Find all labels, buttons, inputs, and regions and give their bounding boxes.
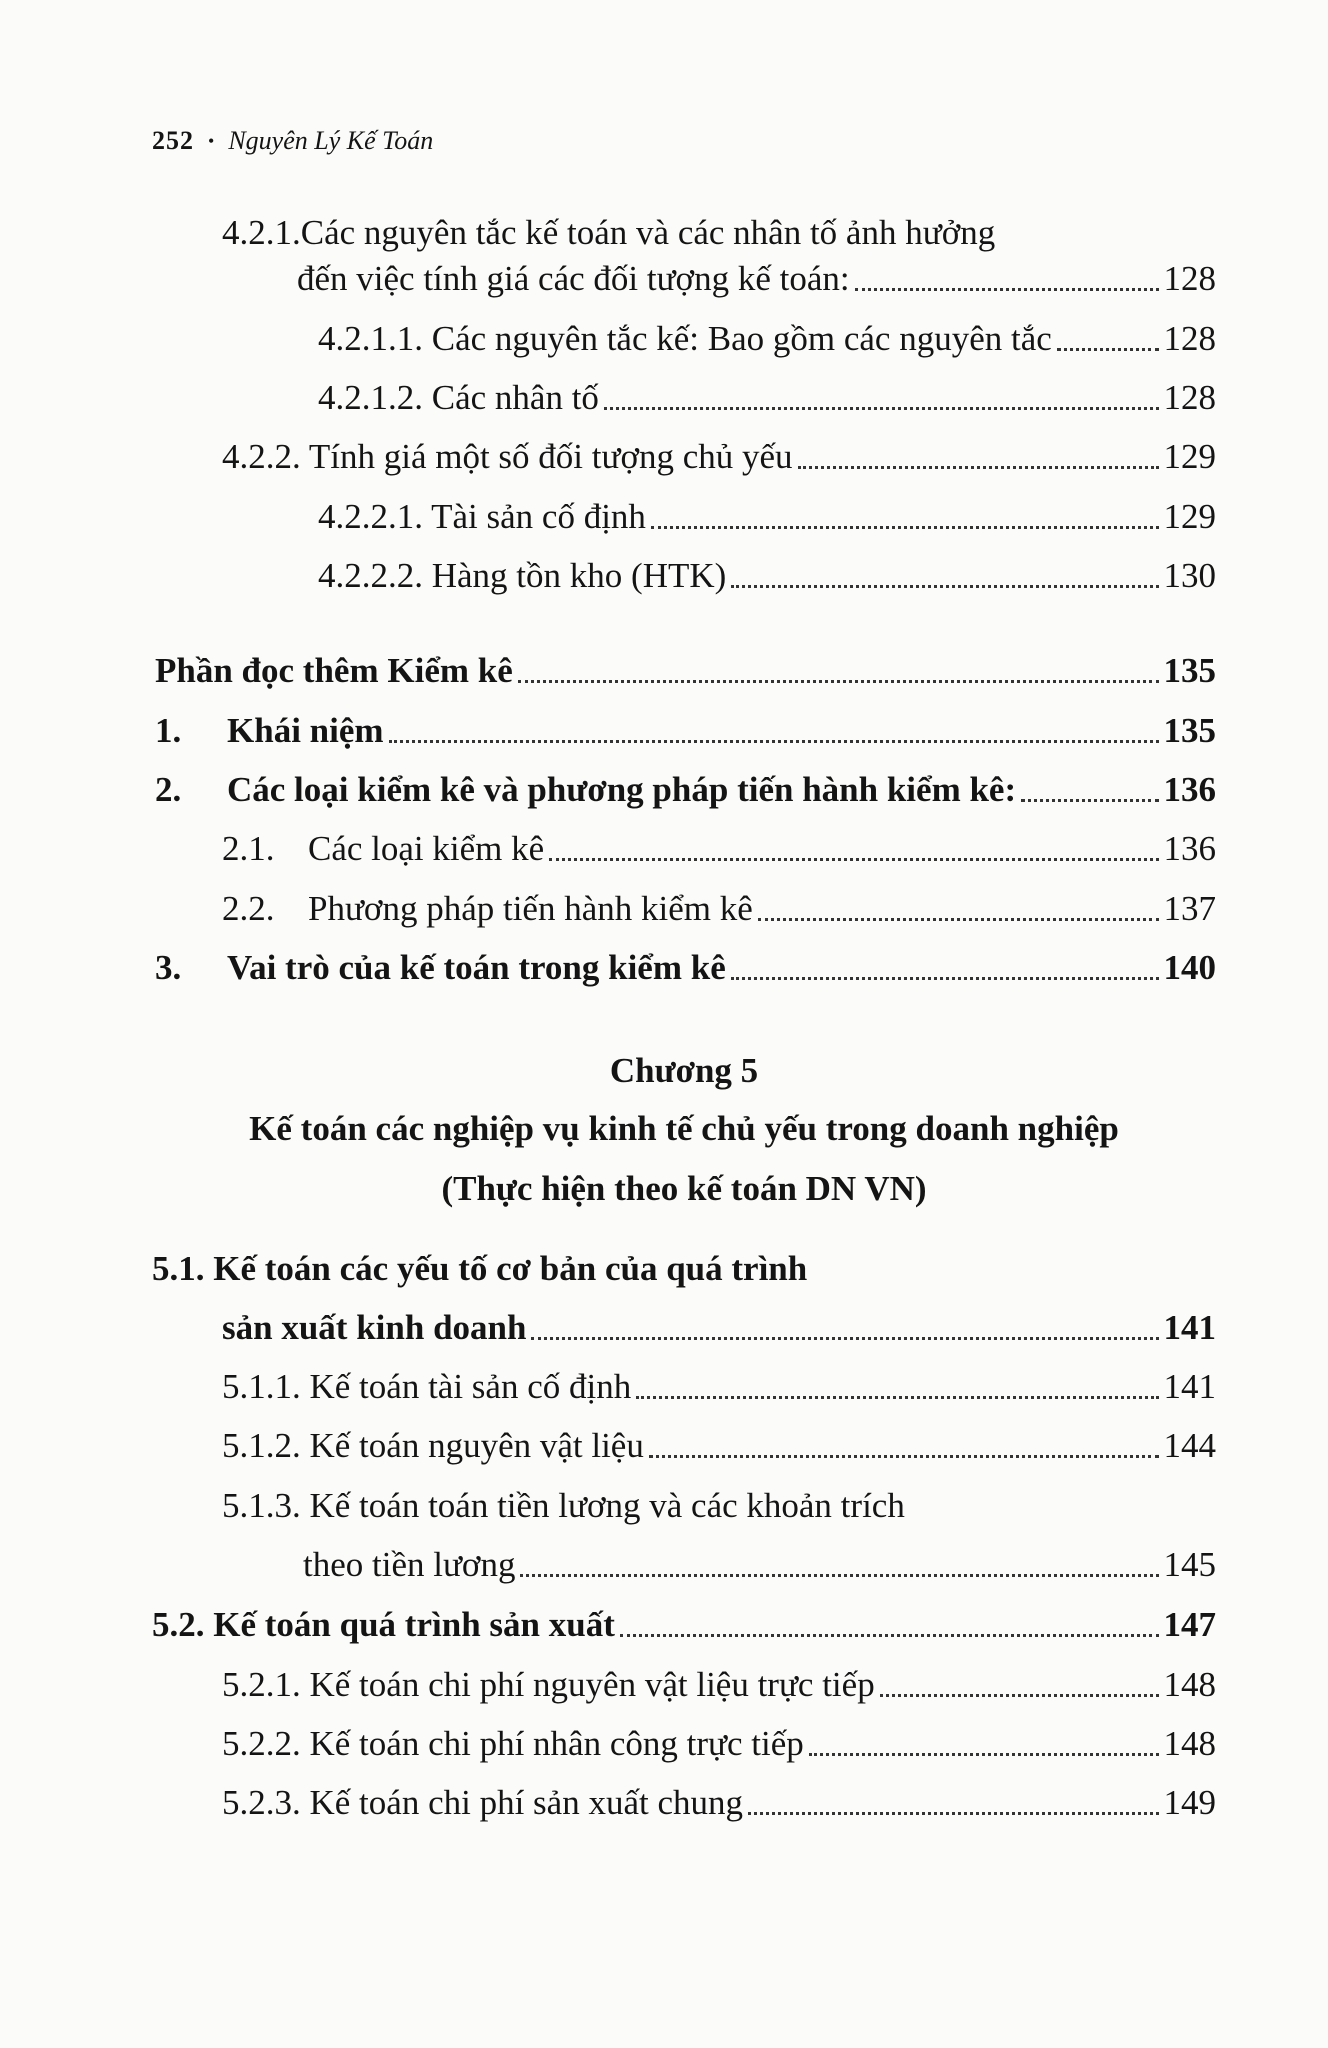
toc-entry-4-2-2 xyxy=(222,434,1216,480)
toc-entry-text: Các loại kiểm kê xyxy=(308,829,545,868)
toc-entry-4-2-1-2 xyxy=(318,375,1216,421)
toc-entry-4-2-2-1 xyxy=(318,494,1216,540)
toc-entry-text: 4.2.2. Tính giá một số đối tượng chủ yếu xyxy=(222,437,793,476)
dot-leader xyxy=(651,526,1159,529)
toc-page-number: 137 xyxy=(1163,889,1216,928)
dot-leader xyxy=(880,1694,1159,1697)
toc-page-number: 130 xyxy=(1163,556,1216,595)
dot-leader xyxy=(1021,799,1158,802)
dot-leader xyxy=(748,1812,1158,1815)
toc-entry-5-2-1 xyxy=(222,1662,1216,1708)
toc-page-number: 129 xyxy=(1163,437,1216,476)
toc-entry-kiem-ke xyxy=(155,648,1216,694)
toc-page-number: 147 xyxy=(1163,1605,1216,1644)
dot-leader xyxy=(758,918,1159,921)
toc-page-number: 145 xyxy=(1163,1545,1216,1584)
toc-entry-number: 1. xyxy=(155,711,182,750)
toc-entry-text: Vai trò của kế toán trong kiểm kê xyxy=(227,948,726,987)
toc-page-number: 140 xyxy=(1163,948,1216,987)
toc-page-number: 135 xyxy=(1163,711,1216,750)
dot-leader xyxy=(520,1574,1158,1577)
toc-entry-3 xyxy=(155,945,1216,991)
toc-page-number: 148 xyxy=(1163,1724,1216,1763)
toc-entry-text: 4.2.2.2. Hàng tồn kho (HTK) xyxy=(318,556,727,595)
toc-entry-text: 4.2.1.1. Các nguyên tắc kế: Bao gồm các nguyên tắc xyxy=(318,319,1052,358)
toc-entry-2 xyxy=(155,767,1216,813)
toc-page-number: 128 xyxy=(1163,378,1216,417)
toc-entry-text: đến việc tính giá các đối tượng kế toán: xyxy=(297,259,850,298)
toc-page-number: 128 xyxy=(1163,319,1216,358)
page-number: 252 xyxy=(152,126,194,155)
dot-leader xyxy=(809,1753,1159,1756)
book-title: Nguyên Lý Kế Toán xyxy=(228,126,434,155)
dot-leader xyxy=(604,407,1159,410)
chapter-subtitle: (Thực hiện theo kế toán DN VN) xyxy=(441,1169,927,1208)
toc-entry-2-2 xyxy=(222,886,1216,932)
dot-leader xyxy=(798,466,1159,469)
toc-page-number: 141 xyxy=(1163,1367,1216,1406)
toc-entry-4-2-1-1 xyxy=(318,316,1216,362)
toc-entry-5-1-3-line1: 5.1.3. Kế toán toán tiền lương và các khoản trích xyxy=(222,1486,905,1525)
toc-entry-5-2 xyxy=(152,1602,1216,1648)
toc-entry-5-1 xyxy=(222,1305,1216,1351)
toc-entry-text: sản xuất kinh doanh xyxy=(222,1308,527,1347)
header-bullet: • xyxy=(208,130,215,151)
toc-entry-number: 3. xyxy=(155,948,182,987)
toc-page-number: 136 xyxy=(1163,829,1216,868)
toc-entry-5-1-2 xyxy=(222,1423,1216,1469)
toc-page-number: 149 xyxy=(1163,1783,1216,1822)
toc-page-number: 136 xyxy=(1163,770,1216,809)
toc-entry-number: 2.2. xyxy=(222,889,275,928)
chapter-title: Kế toán các nghiệp vụ kinh tế chủ yếu trong doanh nghiệp xyxy=(249,1109,1119,1148)
dot-leader xyxy=(549,858,1158,861)
toc-page-number: 128 xyxy=(1163,259,1216,298)
toc-entry-5-1-1 xyxy=(222,1364,1216,1410)
toc-page-number: 141 xyxy=(1163,1308,1216,1347)
toc-entry-2-1 xyxy=(222,826,1216,872)
toc-entry-4-2-1 xyxy=(297,256,1216,302)
toc-entry-text: 5.2.2. Kế toán chi phí nhân công trực tiếp xyxy=(222,1724,804,1763)
dot-leader xyxy=(518,680,1159,683)
toc-page-number: 129 xyxy=(1163,497,1216,536)
toc-entry-text: Các loại kiểm kê và phương pháp tiến hành kiểm kê: xyxy=(227,770,1017,809)
toc-entry-text: 5.2.1. Kế toán chi phí nguyên vật liệu trực tiếp xyxy=(222,1665,875,1704)
dot-leader xyxy=(620,1634,1159,1637)
toc-entry-text: theo tiền lương xyxy=(303,1545,516,1584)
dot-leader xyxy=(389,740,1159,743)
dot-leader xyxy=(636,1396,1158,1399)
toc-entry-4-2-1-line1: 4.2.1.Các nguyên tắc kế toán và các nhân tố ảnh hưởng xyxy=(222,213,996,252)
toc-entry-text: 5.1.1. Kế toán tài sản cố định xyxy=(222,1367,632,1406)
running-header xyxy=(152,126,433,156)
toc-entry-text: 5.1.2. Kế toán nguyên vật liệu xyxy=(222,1426,644,1465)
toc-entry-4-2-2-2 xyxy=(318,553,1216,599)
toc-entry-text: 5.2. Kế toán quá trình sản xuất xyxy=(152,1605,615,1644)
dot-leader xyxy=(731,585,1158,588)
toc-entry-number: 2. xyxy=(155,770,182,809)
dot-leader xyxy=(531,1337,1158,1340)
toc-entry-text: Khái niệm xyxy=(227,711,384,750)
toc-entry-text: 4.2.2.1. Tài sản cố định xyxy=(318,497,646,536)
toc-entry-text: 5.2.3. Kế toán chi phí sản xuất chung xyxy=(222,1783,744,1822)
dot-leader xyxy=(1057,348,1159,351)
toc-entry-5-1-line1: 5.1. Kế toán các yếu tố cơ bản của quá trình xyxy=(152,1249,808,1288)
toc-entry-5-1-3 xyxy=(303,1542,1216,1588)
toc-page-number: 144 xyxy=(1163,1426,1216,1465)
chapter-label: Chương 5 xyxy=(609,1051,759,1090)
toc-page-number: 135 xyxy=(1163,651,1216,690)
toc-entry-number: 2.1. xyxy=(222,829,275,868)
dot-leader xyxy=(855,288,1159,291)
toc-entry-text: Phương pháp tiến hành kiểm kê xyxy=(308,889,753,928)
toc-page-number: 148 xyxy=(1163,1665,1216,1704)
dot-leader xyxy=(649,1455,1159,1458)
toc-entry-text: 4.2.1.2. Các nhân tố xyxy=(318,378,599,417)
dot-leader xyxy=(731,977,1159,980)
toc-entry-5-2-2 xyxy=(222,1721,1216,1767)
toc-entry-1 xyxy=(155,708,1216,754)
toc-entry-text: Phần đọc thêm Kiểm kê xyxy=(155,651,513,690)
toc-entry-5-2-3 xyxy=(222,1780,1216,1826)
